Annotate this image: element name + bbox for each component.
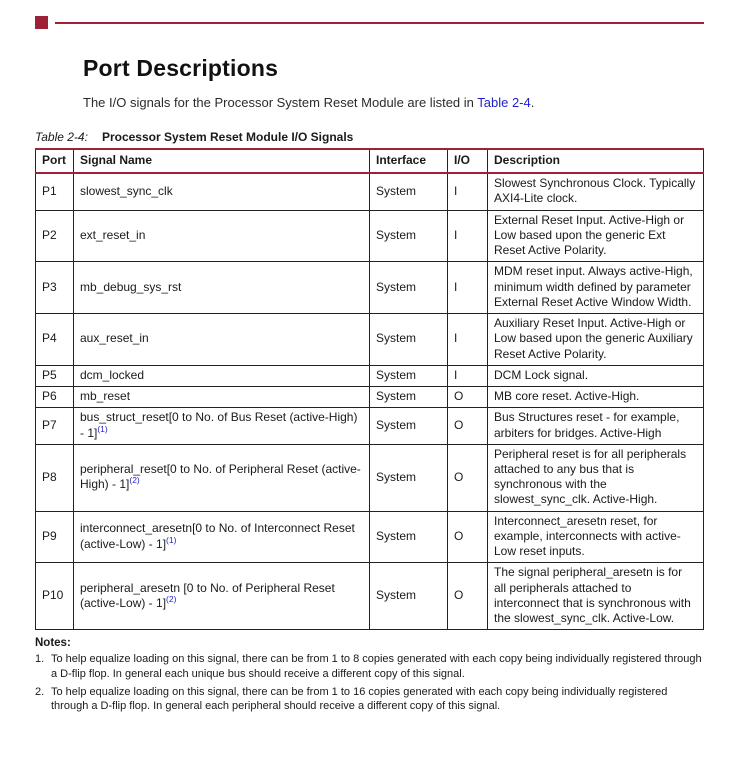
header-accent-line — [55, 22, 704, 24]
table-2-4-link[interactable]: Table 2-4 — [477, 95, 531, 110]
cell-description: The signal peripheral_aresetn is for all peripherals attached to interconnect that is synchronous with the slowest_sync_clk. Active-Low. — [488, 563, 704, 630]
cell-description: MB core reset. Active-High. — [488, 387, 704, 408]
signal-name: dcm_locked — [80, 367, 145, 382]
note-text: To help equalize loading on this signal, there can be from 1 to 8 copies generated with each copy being individually registered through a D-flip flop. In general each unique bus should receive a different copy of this signal. — [51, 653, 702, 680]
cell-io: O — [448, 387, 488, 408]
footnote-sup — [129, 475, 139, 485]
table-row — [36, 365, 704, 386]
footnote-link[interactable]: (1) — [166, 534, 177, 545]
cell-port: P8 — [36, 444, 74, 511]
page-title: Port Descriptions — [83, 55, 279, 81]
cell-interface: System — [370, 444, 448, 511]
cell-io: I — [448, 365, 488, 386]
footnote-link[interactable]: (2) — [166, 593, 177, 604]
intro-paragraph — [83, 95, 704, 110]
cell-interface: System — [370, 387, 448, 408]
note-number: 1. — [35, 653, 45, 666]
table-row — [36, 173, 704, 210]
table-row — [36, 511, 704, 563]
intro-period: . — [530, 95, 535, 110]
cell-interface: System — [370, 408, 448, 444]
footnote-sup — [97, 424, 107, 434]
notes-section — [35, 637, 704, 713]
cell-signal — [74, 563, 370, 630]
cell-interface: System — [370, 173, 448, 210]
signal-name: mb_debug_sys_rst — [80, 279, 182, 294]
table-row — [36, 563, 704, 630]
cell-description: External Reset Input. Active-High or Low based upon the generic Ext Reset Active Polarity. — [488, 210, 704, 262]
notes-heading: Notes: — [35, 637, 71, 650]
cell-description: Bus Structures reset - for example, arbiters for bridges. Active-High — [488, 408, 704, 444]
cell-port: P5 — [36, 365, 74, 386]
cell-io: I — [448, 173, 488, 210]
cell-interface: System — [370, 314, 448, 366]
cell-io: O — [448, 511, 488, 563]
io-signals-table — [35, 148, 704, 630]
cell-signal — [74, 210, 370, 262]
footnote-sup — [166, 535, 176, 545]
cell-signal — [74, 444, 370, 511]
cell-description: DCM Lock signal. — [488, 365, 704, 386]
table-row — [36, 387, 704, 408]
cell-io: I — [448, 314, 488, 366]
signal-name: interconnect_aresetn[0 to No. of Interconnect Reset (active-Low) - 1] — [80, 521, 355, 551]
table-caption-label: Table 2-4: — [35, 130, 88, 144]
signal-name: peripheral_reset[0 to No. of Peripheral Reset (active-High) - 1] — [80, 461, 361, 492]
col-header-io: I/O — [448, 149, 488, 173]
cell-io: I — [448, 210, 488, 262]
note-item — [35, 652, 704, 681]
cell-description: Interconnect_aresetn reset, for example, interconnects with active-Low reset inputs. — [488, 511, 704, 563]
signal-name: ext_reset_in — [80, 227, 146, 242]
cell-signal — [74, 511, 370, 563]
cell-port: P3 — [36, 262, 74, 314]
col-header-interface: Interface — [370, 149, 448, 173]
table-caption-title: Processor System Reset Module I/O Signals — [101, 130, 354, 144]
note-text: To help equalize loading on this signal, there can be from 1 to 16 copies generated with each copy being individually registered through a D-flip flop. In general each peripheral should receive a different copy of this signal. — [51, 685, 668, 713]
table-header-row — [36, 149, 704, 173]
cell-port: P10 — [36, 563, 74, 630]
cell-port: P9 — [36, 511, 74, 563]
note-number: 2. — [35, 685, 45, 698]
col-header-description: Description — [488, 149, 704, 173]
footnote-sup — [166, 594, 176, 604]
table-caption — [35, 130, 704, 144]
col-header-port: Port — [36, 149, 74, 173]
cell-description: Slowest Synchronous Clock. Typically AXI4-Lite clock. — [488, 173, 704, 210]
header-accent-square — [35, 16, 48, 29]
cell-interface: System — [370, 563, 448, 630]
cell-signal — [74, 408, 370, 444]
table-row — [36, 210, 704, 262]
cell-description: Peripheral reset is for all peripherals attached to any bus that is synchronous with the slowest_sync_clk. Active-High. — [488, 444, 704, 511]
cell-interface: System — [370, 210, 448, 262]
signal-name: slowest_sync_clk — [80, 183, 173, 198]
cell-interface: System — [370, 511, 448, 563]
cell-description: Auxiliary Reset Input. Active-High or Low based upon the generic Auxiliary Reset Active Polarity. — [488, 314, 704, 366]
cell-io: I — [448, 262, 488, 314]
cell-io: O — [448, 563, 488, 630]
cell-interface: System — [370, 262, 448, 314]
cell-signal — [74, 173, 370, 210]
table-row — [36, 444, 704, 511]
cell-port: P2 — [36, 210, 74, 262]
cell-description: MDM reset input. Always active-High, minimum width defined by parameter External Reset Active Window Width. — [488, 262, 704, 314]
page-header-rule — [35, 16, 704, 29]
col-header-signal-name: Signal Name — [74, 149, 370, 173]
cell-signal — [74, 314, 370, 366]
intro-text: The I/O signals for the Processor System Reset Module are listed in — [83, 95, 478, 110]
cell-io: O — [448, 408, 488, 444]
signal-name: aux_reset_in — [80, 331, 149, 346]
cell-io: O — [448, 444, 488, 511]
cell-port: P4 — [36, 314, 74, 366]
cell-port: P1 — [36, 173, 74, 210]
footnote-link[interactable]: (1) — [97, 423, 108, 434]
cell-signal — [74, 365, 370, 386]
cell-interface: System — [370, 365, 448, 386]
table-row — [36, 408, 704, 444]
table-row — [36, 314, 704, 366]
note-item — [35, 685, 704, 714]
cell-signal — [74, 262, 370, 314]
signal-name: peripheral_aresetn [0 to No. of Peripheral Reset (active-Low) - 1] — [80, 580, 335, 610]
signal-name: mb_reset — [80, 389, 131, 404]
signal-name: bus_struct_reset[0 to No. of Bus Reset (active-High) - 1] — [80, 410, 358, 440]
table-row — [36, 262, 704, 314]
cell-port: P6 — [36, 387, 74, 408]
cell-signal — [74, 387, 370, 408]
cell-port: P7 — [36, 408, 74, 444]
footnote-link[interactable]: (2) — [129, 475, 140, 486]
